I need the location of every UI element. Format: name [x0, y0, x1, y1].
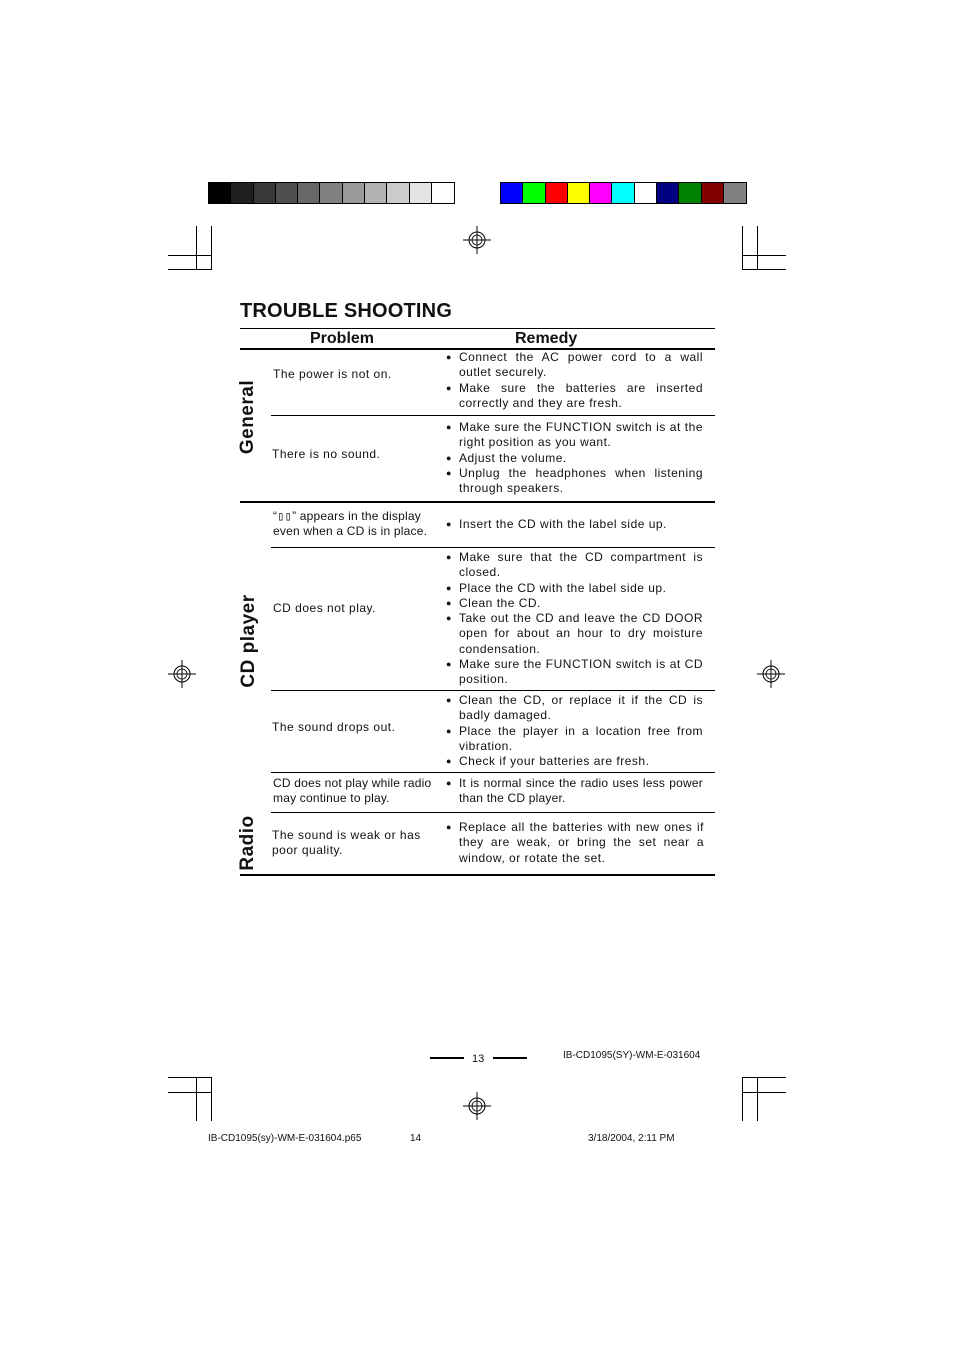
grayscale-bar [208, 182, 455, 204]
row-divider [271, 415, 715, 416]
model-code: IB-CD1095(SY)-WM-E-031604 [563, 1050, 701, 1061]
section-divider [271, 812, 715, 813]
gray-swatch [320, 183, 342, 203]
section-label-general: General [237, 379, 258, 455]
problem-cell: CD does not play while radio may continue to play. [273, 776, 432, 806]
file-name: IB-CD1095(sy)-WM-E-031604.p65 [208, 1133, 362, 1144]
problem-text: ” appears in the display even when a CD is in place. [273, 509, 428, 539]
remedy-item: ● Clean the CD, or replace it if the CD is badly damaged. [446, 693, 703, 724]
crop-mark [757, 1077, 758, 1121]
section-label-radio: Radio [237, 815, 258, 871]
gray-swatch [209, 183, 231, 203]
crop-mark [742, 255, 786, 256]
page-number: 13 [472, 1053, 485, 1065]
color-bar [500, 182, 747, 204]
crop-mark [742, 1092, 786, 1093]
color-swatch [568, 183, 590, 203]
crop-mark [742, 269, 786, 270]
gray-swatch [365, 183, 387, 203]
open-quote: “ [273, 509, 278, 523]
page-number-rule-left [430, 1057, 464, 1059]
row-divider [271, 547, 715, 548]
remedy-item: ● Place the CD with the label side up. [446, 581, 703, 596]
crop-mark [168, 255, 212, 256]
remedy-item: ● Insert the CD with the label side up. [446, 517, 703, 532]
remedy-item: ● It is normal since the radio uses less power than the CD player. [446, 776, 703, 807]
gray-swatch [254, 183, 276, 203]
crop-mark [168, 1077, 212, 1078]
page-number-rule-right [493, 1057, 527, 1059]
crop-mark [196, 1077, 197, 1121]
remedy-cell [446, 820, 704, 866]
row-divider [271, 690, 715, 691]
gray-swatch [387, 183, 409, 203]
remedy-item: ● Clean the CD. [446, 596, 703, 611]
gray-swatch [276, 183, 298, 203]
color-swatch [612, 183, 634, 203]
color-swatch [657, 183, 679, 203]
crop-mark [168, 1092, 212, 1093]
gray-swatch [343, 183, 365, 203]
crop-mark [211, 226, 212, 270]
gray-swatch [231, 183, 253, 203]
section-label-cd-player: CD player [238, 594, 259, 688]
remedy-item: ● Make sure that the CD compartment is closed. [446, 550, 703, 581]
registration-mark-icon [757, 660, 785, 688]
remedy-cell [446, 776, 703, 807]
problem-cell [273, 509, 438, 540]
remedy-cell [446, 350, 703, 411]
crop-mark [211, 1077, 212, 1121]
registration-mark-icon [463, 1092, 491, 1120]
remedy-cell [446, 693, 703, 769]
remedy-item: ● Place the player in a location free from vibration. [446, 724, 703, 755]
display-glyph: ▯▯ [277, 509, 293, 523]
remedy-item: ● Unplug the headphones when listening through speakers. [446, 466, 703, 497]
remedy-cell [446, 420, 703, 496]
remedy-item: ● Make sure the batteries are inserted correctly and they are fresh. [446, 381, 703, 412]
problem-cell: The sound drops out. [272, 720, 396, 734]
gray-swatch [410, 183, 432, 203]
remedy-item: ● Replace all the batteries with new ones if they are weak, or bring the set near a window, or rotate the set. [446, 820, 704, 866]
problem-cell: CD does not play. [273, 601, 376, 615]
remedy-item: ● Make sure the FUNCTION switch is at the right position as you want. [446, 420, 703, 451]
crop-mark [742, 226, 743, 270]
problem-cell: The sound is weak or has poor quality. [272, 828, 421, 858]
remedy-item: ● Connect the AC power cord to a wall outlet securely. [446, 350, 703, 381]
registration-mark-icon [168, 660, 196, 688]
problem-column-header: Problem [310, 330, 375, 347]
color-swatch [702, 183, 724, 203]
sheet-number: 14 [410, 1133, 422, 1144]
color-swatch [724, 183, 746, 203]
table-bottom-rule [240, 874, 715, 876]
problem-cell: There is no sound. [272, 447, 381, 461]
crop-mark [168, 269, 212, 270]
gray-swatch [298, 183, 320, 203]
color-swatch [501, 183, 523, 203]
color-swatch [679, 183, 701, 203]
remedy-item: ● Take out the CD and leave the CD DOOR open for about an hour to dry moisture condensation. [446, 611, 703, 657]
crop-mark [757, 226, 758, 270]
gray-swatch [432, 183, 454, 203]
remedy-item: ● Adjust the volume. [446, 451, 703, 466]
registration-mark-icon [463, 226, 491, 254]
color-swatch [590, 183, 612, 203]
remedy-column-header: Remedy [515, 330, 578, 347]
row-divider [271, 772, 715, 773]
section-divider [240, 501, 715, 503]
table-top-rule [240, 328, 715, 329]
crop-mark [742, 1077, 786, 1078]
remedy-item: ● Check if your batteries are fresh. [446, 754, 703, 769]
remedy-item: ● Make sure the FUNCTION switch is at CD position. [446, 657, 703, 688]
problem-cell: The power is not on. [273, 367, 392, 381]
page-title: TROUBLE SHOOTING [240, 300, 453, 322]
color-swatch [523, 183, 545, 203]
remedy-cell [446, 550, 703, 688]
crop-mark [742, 1077, 743, 1121]
timestamp: 3/18/2004, 2:11 PM [588, 1133, 675, 1144]
color-swatch [546, 183, 568, 203]
crop-mark [196, 226, 197, 270]
color-swatch [635, 183, 657, 203]
remedy-cell [446, 517, 703, 532]
